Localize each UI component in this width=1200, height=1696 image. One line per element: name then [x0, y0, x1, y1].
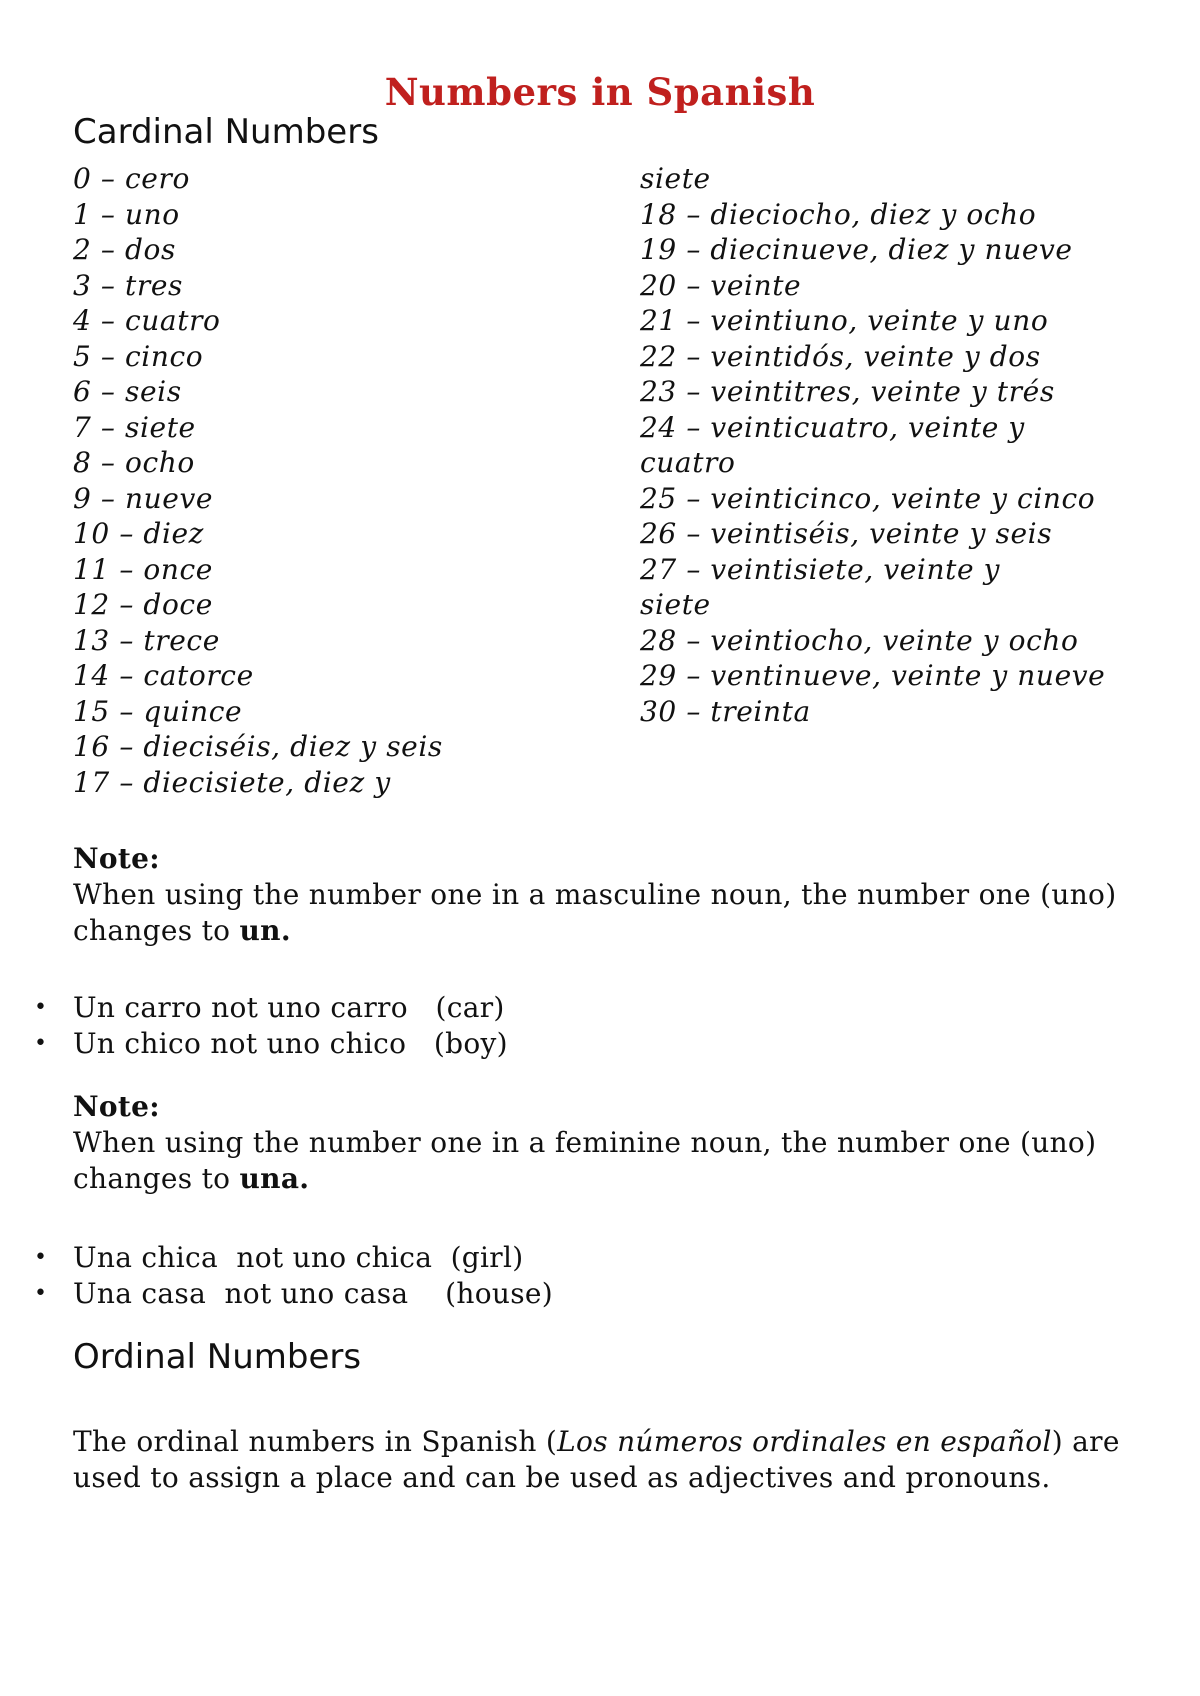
number-line: 11 – once	[73, 552, 213, 586]
number-line: 26 – veintiséis, veinte y seis	[640, 517, 1053, 550]
number-line: 20 – veinte	[640, 268, 802, 302]
note-text	[73, 1125, 1143, 1197]
number-line: 13 – trece	[73, 623, 220, 657]
bullet-icon: •	[34, 1281, 48, 1306]
cardinal-list-right	[640, 161, 1105, 729]
list-item-text: Un chico not uno chico (boy)	[73, 1027, 508, 1060]
number-line: 21 – veintiuno, veinte y uno	[640, 304, 1049, 337]
cardinal-list-left	[73, 161, 443, 800]
bullet-list-masculine	[32, 990, 508, 1062]
note-end: .	[280, 914, 291, 947]
number-line: 1 – uno	[73, 197, 180, 231]
number-line: 28 – veintiocho, veinte y ocho	[640, 623, 1079, 657]
list-item-text: Una chica not uno chica (girl)	[73, 1241, 524, 1274]
intro-italic: Los números ordinales en español	[557, 1425, 1052, 1458]
note-body: When using the number one in a feminine noun, the number one (uno) changes to	[73, 1126, 1097, 1195]
list-item	[32, 990, 508, 1026]
number-line: siete	[640, 588, 711, 621]
number-line: 30 – treinta	[640, 694, 811, 728]
list-item	[32, 1240, 553, 1276]
list-item-text: Una casa not uno casa (house)	[73, 1277, 553, 1310]
note-feminine	[73, 1089, 1143, 1197]
number-line: 3 – tres	[73, 268, 183, 302]
note-body: When using the number one in a masculine noun, the number one (uno) changes to	[73, 878, 1117, 947]
number-line: 15 – quince	[73, 694, 243, 728]
bullet-icon: •	[34, 995, 48, 1020]
intro-end: ) are used to assign a place and can be used as adjectives and pronouns.	[73, 1425, 1120, 1494]
note-text	[73, 877, 1143, 949]
page-title: Numbers in Spanish	[384, 70, 816, 114]
ordinal-heading: Ordinal Numbers	[73, 1337, 362, 1377]
number-line: 18 – dieciocho, diez y ocho	[640, 197, 1037, 231]
number-line: 17 – diecisiete, diez y	[73, 765, 391, 799]
note-bold-word: un	[239, 914, 281, 947]
number-line: 16 – dieciséis, diez y seis	[73, 730, 443, 763]
number-line: 7 – siete	[73, 410, 196, 444]
number-line: 10 – diez	[73, 517, 205, 550]
list-item-text: Un carro not uno carro (car)	[73, 991, 505, 1024]
number-line: 9 – nueve	[73, 481, 214, 515]
list-item	[32, 1276, 553, 1312]
number-line: 14 – catorce	[73, 659, 254, 692]
number-line: 24 – veinticuatro, veinte y	[640, 410, 1025, 444]
note-label: Note:	[73, 842, 160, 875]
ordinal-intro	[73, 1424, 1153, 1496]
note-end: .	[299, 1162, 310, 1195]
number-line: 2 – dos	[73, 233, 176, 266]
cardinal-heading: Cardinal Numbers	[73, 112, 379, 152]
bullet-icon: •	[34, 1245, 48, 1270]
number-line: 23 – veintitres, veinte y trés	[640, 375, 1055, 408]
number-line: 27 – veintisiete, veinte y	[640, 552, 1001, 586]
number-line: cuatro	[640, 446, 736, 479]
number-line: siete	[640, 162, 711, 195]
bullet-icon: •	[34, 1031, 48, 1056]
bullet-list-feminine	[32, 1240, 553, 1312]
note-label: Note:	[73, 1090, 160, 1123]
number-line: 12 – doce	[73, 588, 213, 621]
intro-start: The ordinal numbers in Spanish (	[73, 1425, 558, 1458]
number-line: 29 – ventinueve, veinte y nueve	[640, 659, 1106, 692]
note-masculine	[73, 841, 1143, 949]
number-line: 6 – seis	[73, 375, 182, 408]
number-line: 0 – cero	[73, 162, 190, 195]
number-line: 22 – veintidós, veinte y dos	[640, 339, 1041, 373]
number-line: 8 – ocho	[73, 446, 195, 479]
number-line: 25 – veinticinco, veinte y cinco	[640, 481, 1096, 515]
number-line: 4 – cuatro	[73, 304, 221, 337]
number-line: 19 – diecinueve, diez y nueve	[640, 233, 1073, 266]
note-bold-word: una	[239, 1162, 300, 1195]
list-item	[32, 1026, 508, 1062]
number-line: 5 – cinco	[73, 339, 204, 373]
